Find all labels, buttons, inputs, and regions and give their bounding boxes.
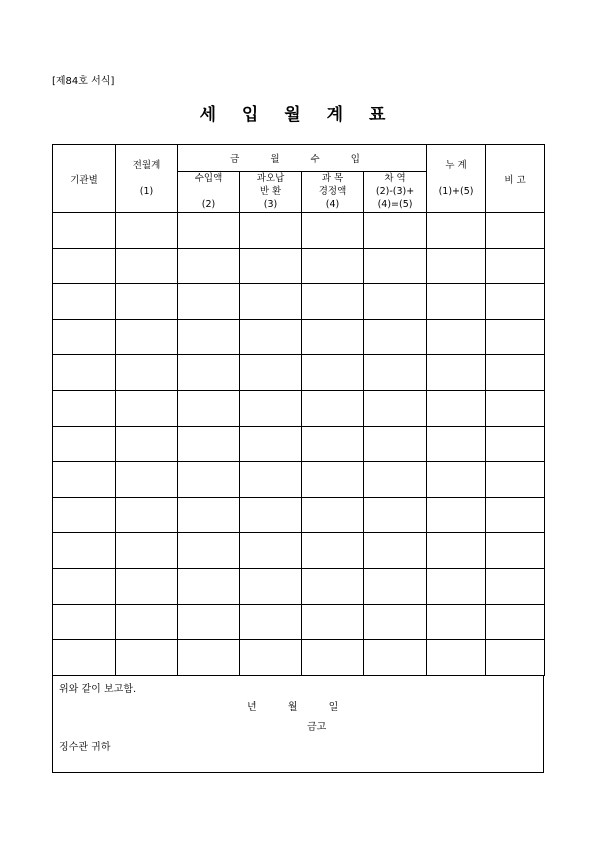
table-cell[interactable] [302, 284, 364, 320]
table-cell[interactable] [364, 426, 427, 462]
table-cell[interactable] [178, 213, 240, 249]
table-cell[interactable] [486, 604, 545, 640]
table-cell[interactable] [486, 355, 545, 391]
table-cell[interactable] [240, 355, 302, 391]
table-cell[interactable] [178, 248, 240, 284]
revenue-sheet [52, 144, 544, 770]
table-cell[interactable] [53, 568, 116, 604]
header-prev-month-label: 전월계 [132, 159, 161, 171]
table-cell[interactable] [302, 604, 364, 640]
table-row [53, 213, 545, 249]
table-cell[interactable] [427, 604, 486, 640]
header-revenue-label: 수입액 [194, 173, 223, 184]
table-cell[interactable] [240, 213, 302, 249]
table-cell[interactable] [486, 462, 545, 498]
table-cell[interactable] [364, 213, 427, 249]
table-row [53, 248, 545, 284]
table-cell[interactable] [116, 248, 178, 284]
table-cell[interactable] [302, 640, 364, 676]
table-row [53, 426, 545, 462]
header-net-no: (4)=(5) [377, 199, 413, 210]
table-cell[interactable] [240, 462, 302, 498]
header-revenue-no: (2) [201, 199, 216, 210]
table-cell[interactable] [427, 284, 486, 320]
table-cell[interactable] [53, 640, 116, 676]
header-revenue [178, 172, 240, 213]
table-cell[interactable] [486, 319, 545, 355]
table-cell[interactable] [302, 462, 364, 498]
table-cell[interactable] [486, 640, 545, 676]
header-prev-month-no: (1) [139, 185, 154, 197]
table-cell[interactable] [240, 426, 302, 462]
table-cell[interactable] [116, 284, 178, 320]
table-cell[interactable] [116, 355, 178, 391]
table-cell[interactable] [240, 604, 302, 640]
table-cell[interactable] [178, 319, 240, 355]
table-cell[interactable] [302, 248, 364, 284]
table-cell[interactable] [427, 248, 486, 284]
table-cell[interactable] [116, 640, 178, 676]
header-refund [240, 172, 302, 213]
table-row [53, 390, 545, 426]
table-cell[interactable] [364, 284, 427, 320]
table-cell[interactable] [240, 568, 302, 604]
table-cell[interactable] [302, 390, 364, 426]
table-cell[interactable] [116, 426, 178, 462]
table-cell[interactable] [178, 568, 240, 604]
table-cell[interactable] [364, 355, 427, 391]
report-statement: 위와 같이 보고함. [59, 683, 137, 695]
table-cell[interactable] [364, 533, 427, 569]
table-cell[interactable] [302, 533, 364, 569]
table-cell[interactable] [53, 355, 116, 391]
header-cumulative-label: 누 계 [445, 159, 467, 171]
table-cell[interactable] [178, 284, 240, 320]
table-row [53, 355, 545, 391]
table-cell[interactable] [240, 640, 302, 676]
header-net-line2: (2)-(3)+ [375, 186, 415, 197]
table-cell[interactable] [427, 533, 486, 569]
report-recipient: 징수관 귀하 [59, 741, 111, 753]
table-cell[interactable] [240, 319, 302, 355]
table-cell[interactable] [427, 355, 486, 391]
table-cell[interactable] [178, 604, 240, 640]
table-cell[interactable] [240, 497, 302, 533]
header-refund-line1: 과오납 [256, 173, 285, 184]
table-cell[interactable] [364, 390, 427, 426]
table-cell[interactable] [240, 533, 302, 569]
table-cell[interactable] [116, 390, 178, 426]
table-cell[interactable] [53, 426, 116, 462]
header-cumulative [427, 145, 486, 213]
table-cell[interactable] [364, 640, 427, 676]
table-cell[interactable] [116, 213, 178, 249]
table-cell[interactable] [53, 248, 116, 284]
table-row [53, 533, 545, 569]
table-cell[interactable] [178, 426, 240, 462]
table-cell[interactable] [116, 568, 178, 604]
table-cell[interactable] [364, 248, 427, 284]
header-net [364, 172, 427, 213]
table-cell[interactable] [427, 640, 486, 676]
table-cell[interactable] [178, 533, 240, 569]
table-cell[interactable] [427, 319, 486, 355]
table-row [53, 462, 545, 498]
table-row [53, 568, 545, 604]
header-cumulative-no: (1)+(5) [438, 185, 474, 197]
table-cell[interactable] [302, 497, 364, 533]
header-refund-no: (3) [263, 199, 278, 210]
table-row [53, 497, 545, 533]
table-cell[interactable] [427, 426, 486, 462]
table-cell[interactable] [364, 319, 427, 355]
table-cell[interactable] [486, 426, 545, 462]
table-cell[interactable] [53, 319, 116, 355]
table-cell[interactable] [302, 568, 364, 604]
table-cell[interactable] [116, 497, 178, 533]
table-cell[interactable] [364, 497, 427, 533]
table-row [53, 284, 545, 320]
revenue-table [52, 144, 545, 676]
table-cell[interactable] [116, 533, 178, 569]
header-correction-line2: 경정액 [318, 186, 347, 197]
table-row [53, 640, 545, 676]
table-cell[interactable] [427, 213, 486, 249]
header-correction-no: (4) [325, 199, 340, 210]
table-cell[interactable] [53, 284, 116, 320]
table-cell[interactable] [116, 604, 178, 640]
table-cell[interactable] [116, 319, 178, 355]
table-cell[interactable] [486, 533, 545, 569]
page-title: 세 입 월 계 표 [199, 105, 396, 125]
table-cell[interactable] [486, 568, 545, 604]
table-cell[interactable] [53, 533, 116, 569]
table-cell[interactable] [240, 284, 302, 320]
report-footer [52, 676, 544, 773]
header-net-line1: 차 역 [384, 173, 406, 184]
report-office: 금고 [307, 721, 327, 733]
table-cell[interactable] [53, 604, 116, 640]
table-row [53, 319, 545, 355]
table-row [53, 604, 545, 640]
form-number: [제84호 서식] [52, 76, 115, 87]
table-cell[interactable] [178, 640, 240, 676]
table-cell[interactable] [486, 248, 545, 284]
table-cell[interactable] [364, 568, 427, 604]
table-cell[interactable] [53, 497, 116, 533]
table-cell[interactable] [240, 248, 302, 284]
header-correction [302, 172, 364, 213]
table-cell[interactable] [427, 497, 486, 533]
table-cell[interactable] [116, 462, 178, 498]
header-prev-month [116, 145, 178, 213]
table-cell[interactable] [486, 213, 545, 249]
header-correction-line1: 과 목 [321, 173, 344, 184]
table-cell[interactable] [178, 497, 240, 533]
table-cell[interactable] [240, 390, 302, 426]
table-cell[interactable] [364, 462, 427, 498]
table-cell[interactable] [302, 319, 364, 355]
report-date: 년 월 일 [247, 701, 339, 713]
table-cell[interactable] [486, 497, 545, 533]
table-cell[interactable] [486, 284, 545, 320]
table-cell[interactable] [53, 390, 116, 426]
table-cell[interactable] [364, 604, 427, 640]
table-cell[interactable] [53, 462, 116, 498]
table-cell[interactable] [302, 213, 364, 249]
header-remarks: 비 고 [486, 145, 545, 213]
table-cell[interactable] [178, 355, 240, 391]
table-cell[interactable] [427, 568, 486, 604]
table-cell[interactable] [178, 462, 240, 498]
header-monthly-revenue: 금 월 수 입 [178, 145, 427, 172]
table-cell[interactable] [178, 390, 240, 426]
table-cell[interactable] [302, 426, 364, 462]
header-agency: 기관별 [53, 145, 116, 213]
table-cell[interactable] [53, 213, 116, 249]
table-cell[interactable] [427, 462, 486, 498]
table-cell[interactable] [302, 355, 364, 391]
header-refund-line2: 반 환 [259, 186, 282, 197]
table-cell[interactable] [427, 390, 486, 426]
table-cell[interactable] [486, 390, 545, 426]
